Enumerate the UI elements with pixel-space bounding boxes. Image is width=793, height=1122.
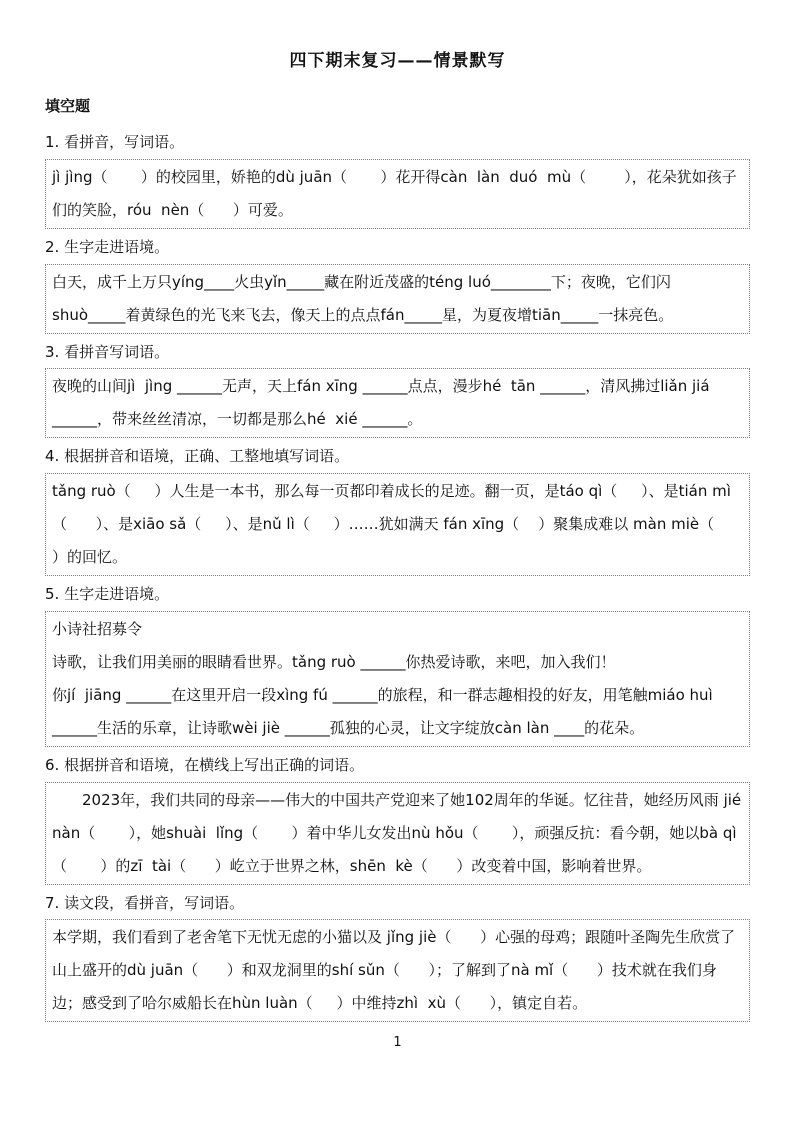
exercise-1-text: jì jìng（ ）的校园里，娇艳的dù juān（ ）花开得càn làn duó mù（ ），花朵犹如孩子们的笑脸，róu nèn（ ）可爱。: [52, 167, 737, 219]
exercise-section-3: [45, 342, 750, 439]
exercise-section-2: [45, 237, 750, 334]
exercise-5-text-line-2: 你jí jiāng ______在这里开启一段xìng fú ______的旅程，和一群志趣相投的好友，用笔触miáo huì ______生活的乐章，让诗歌wèi jiè ______孤独的心灵，让文字绽放càn làn ____的花朵。: [52, 685, 718, 737]
exercise-2-answer-box: [45, 264, 750, 334]
exercise-5-answer-box: [45, 611, 750, 747]
page-number: 1: [393, 1035, 402, 1051]
exercise-1-heading: 1. 看拼音，写词语。: [45, 133, 185, 151]
exercise-section-5: [45, 584, 750, 747]
exercise-3-heading: 3. 看拼音写词语。: [45, 342, 170, 361]
exercise-5-heading: 5. 生字走进语境。: [45, 585, 170, 603]
exercise-section-7: [45, 893, 750, 1023]
exercise-1-answer-box: [45, 159, 750, 229]
exercise-7-text: 本学期，我们看到了老舍笔下无忧无虑的小猫以及 jǐng jiè（ ）心强的母鸡；跟随叶圣陶先生欣赏了山上盛开的dù juān（ ）和双龙洞里的shí sǔn（ ）；了解到了nà mǐ（ ）技术就在我们身边；感受到了哈尔威船长在hùn luàn（ ）中维持zhì xù（ ），镇定自若。: [52, 928, 736, 1013]
exercise-section-4: [45, 446, 750, 576]
exercise-3-text: 夜晚的山间jì jìng ______无声，天上fán xīng ______点点，漫步hé tān ______，清风拂过liǎn jiá ______，带来丝丝清凉，一切都是那么hé xié ______。: [52, 377, 715, 429]
exercise-3-answer-box: [45, 368, 750, 438]
exercise-4-text: tǎng ruò（ ）人生是一本书，那么每一页都印着成长的足迹。翻一页，是táo qì（ ）、是tián mì（ ）、是xiāo sǎ（ ）、是nǔ lì（ ）……犹如满天 fán xīng（ ）聚集成难以 màn miè（ ）的回忆。: [52, 482, 738, 566]
exercise-7-heading: 7. 读文段，看拼音，写词语。: [45, 893, 245, 912]
exercise-4-answer-box: [45, 473, 750, 576]
exercise-7-answer-box: [45, 919, 750, 1022]
exercise-4-heading: 4. 根据拼音和语境，正确、工整地填写词语。: [45, 447, 350, 466]
exercise-section-6: [45, 755, 750, 885]
exercise-6-text: 2023年，我们共同的母亲——伟大的中国共产党迎来了她102周年的华诞。忆往昔，她经历风雨 jié nàn（ ），她shuài lǐng（ ）着中华儿女发出nù hǒu（ ），顽强反抗：看今朝，她以bà qì（ ）的zī tài（ ）屹立于世界之林，shēn kè（ ）改变着中国，影响着世界。: [52, 790, 746, 875]
exercise-5-text-line-1: 诗歌，让我们用美丽的眼睛看世界。tǎng ruò ______你热爱诗歌，来吧，加入我们！: [52, 652, 616, 671]
exercise-6-answer-box: [45, 782, 750, 885]
exercise-6-heading: 6. 根据拼音和语境，在横线上写出正确的词语。: [45, 755, 365, 774]
exercise-2-text: 白天，成千上万只yíng____火虫yǐn_____藏在附近茂盛的téng luó________下；夜晚，它们闪shuò_____着黄绿色的光飞来飞去，像天上的点点fán_____星，为夏夜增tiān_____一抹亮色。: [52, 272, 674, 324]
exercise-section-1: [45, 132, 750, 229]
document-title: 四下期末复习——情景默写: [289, 51, 506, 71]
exercise-2-heading: 2. 生字走进语境。: [45, 237, 170, 256]
exercise-5-recruit-title: 小诗社招募令: [52, 619, 143, 638]
fill-in-blank-heading: 填空题: [45, 97, 91, 115]
